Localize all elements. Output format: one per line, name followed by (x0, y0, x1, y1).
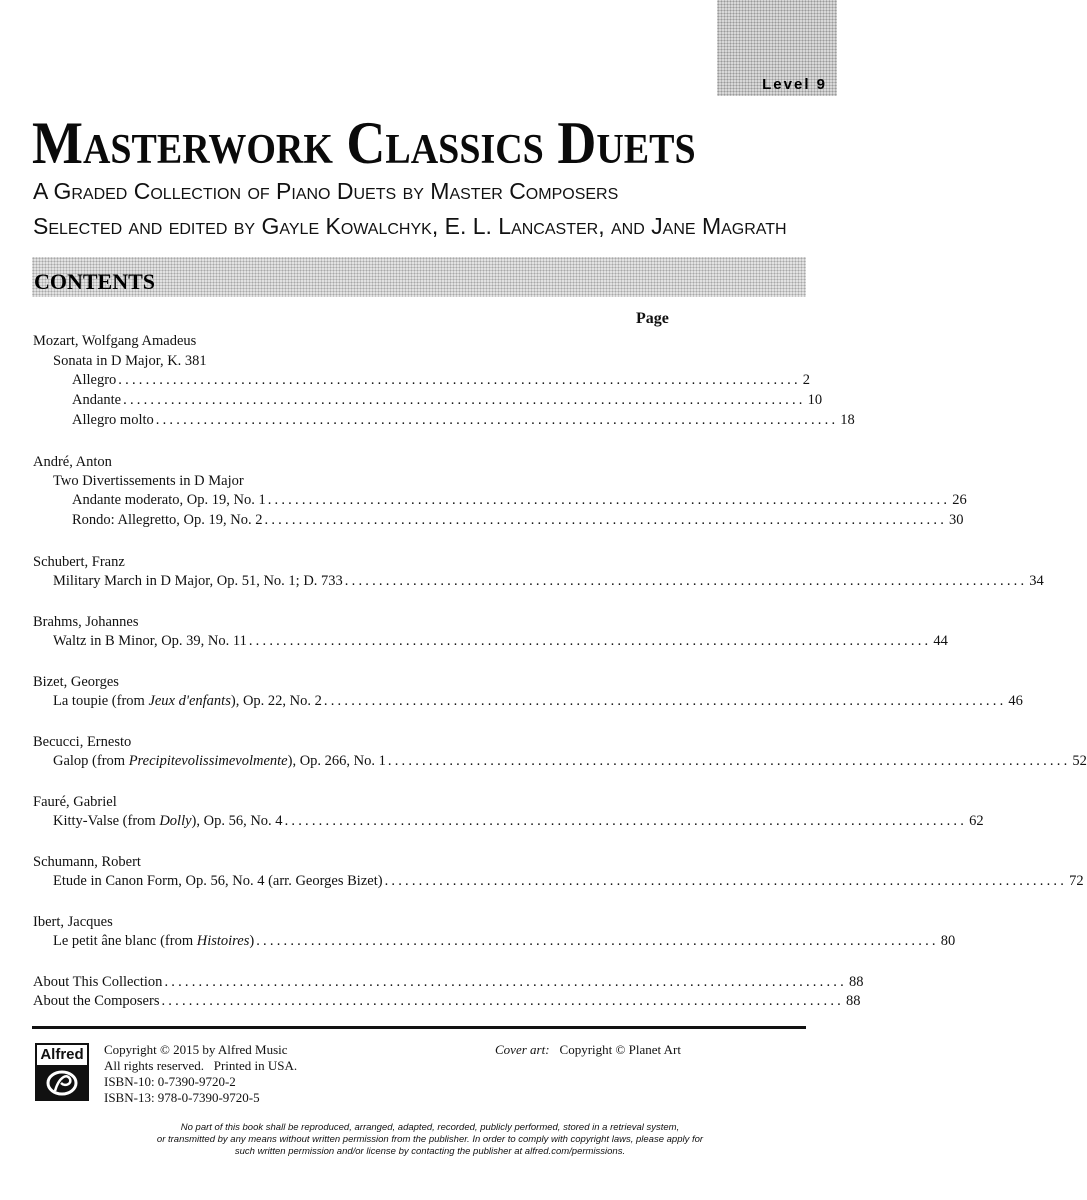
publication-info (104, 1042, 297, 1106)
isbn13-line: ISBN-13: 978-0-7390-9720-5 (104, 1090, 260, 1105)
toc-entry[interactable]: Rondo: Allegretto, Op. 19, No. 2 .................................................................................................... 30 (72, 512, 964, 528)
isbn10-line: ISBN-10: 0-7390-9720-2 (104, 1074, 236, 1089)
toc-entry[interactable]: Kitty-Valse (from Dolly), Op. 56, No. 4 .................................................................................................... 62 (53, 813, 984, 829)
copyright-line: Copyright © 2015 by Alfred Music (104, 1042, 288, 1057)
cover-art-credit (495, 1042, 681, 1058)
toc-entry[interactable]: Military March in D Major, Op. 51, No. 1; D. 733 .................................................................................................... 34 (53, 573, 1044, 589)
composer-schumann: Schumann, Robert (33, 854, 141, 870)
contents-heading: CONTENTS (34, 269, 156, 294)
footer-divider (32, 1026, 806, 1029)
alfred-logo (35, 1043, 89, 1101)
alfred-logo-mark (37, 1067, 87, 1099)
contents-header-bar (32, 257, 806, 297)
toc-entry[interactable]: Waltz in B Minor, Op. 39, No. 11 .................................................................................................... 44 (53, 633, 948, 649)
work-group-mozart: Sonata in D Major, K. 381 (53, 353, 207, 369)
cover-art-text: Copyright © Planet Art (559, 1042, 681, 1057)
composer-ibert: Ibert, Jacques (33, 914, 113, 930)
composer-mozart: Mozart, Wolfgang Amadeus (33, 333, 197, 349)
composer-faure: Fauré, Gabriel (33, 794, 117, 810)
toc-entry[interactable]: La toupie (from Jeux d'enfants), Op. 22, No. 2 .................................................................................................... 46 (53, 693, 1023, 709)
book-subtitle: A Graded Collection of Piano Duets by Master Composers (33, 178, 619, 204)
composer-bizet: Bizet, Georges (33, 674, 119, 690)
rights-line: All rights reserved. Printed in USA. (104, 1058, 298, 1073)
book-title: Masterwork Classics Duets (32, 109, 696, 177)
composer-andre: André, Anton (33, 454, 112, 470)
composer-brahms: Brahms, Johannes (33, 614, 139, 630)
editors-line: Selected and edited by Gayle Kowalchyk, E. L. Lancaster, and Jane Magrath (33, 213, 787, 239)
level-label: Level 9 (762, 76, 827, 93)
toc-entry[interactable]: Allegro molto .................................................................................................... 18 (72, 412, 855, 428)
level-tab (717, 0, 837, 96)
toc-entry-about-collection[interactable]: About This Collection .................................................................................................... 88 (33, 974, 864, 990)
composer-schubert: Schubert, Franz (33, 554, 125, 570)
page-column-label: Page (636, 310, 669, 327)
toc-entry-about-composers[interactable]: About the Composers .................................................................................................... 88 (33, 993, 861, 1009)
toc-entry[interactable]: Allegro .................................................................................................... 2 (72, 372, 811, 388)
alfred-logo-text: Alfred (37, 1045, 87, 1067)
toc-entry[interactable]: Andante .................................................................................................... 10 (72, 392, 823, 408)
toc-entry[interactable]: Andante moderato, Op. 19, No. 1 .................................................................................................... 26 (72, 492, 967, 508)
toc-entry[interactable]: Le petit âne blanc (from Histoires) .................................................................................................... 80 (53, 933, 956, 949)
composer-becucci: Becucci, Ernesto (33, 734, 132, 750)
cover-art-label: Cover art: (495, 1042, 550, 1057)
toc-entry[interactable]: Etude in Canon Form, Op. 56, No. 4 (arr. Georges Bizet) .................................................................................................... 72 (53, 873, 1084, 889)
work-group-andre: Two Divertissements in D Major (53, 473, 244, 489)
toc-entry[interactable]: Galop (from Precipitevolissimevolmente), Op. 266, No. 1 .................................................................................................... 52 (53, 753, 1087, 769)
legal-notice: No part of this book shall be reproduced, arranged, adapted, recorded, publicly performed, stored in a retrieval system, or transmitted by any means without written permission from the publisher. In order to comply with copyright laws, please apply for such written permission and/or license by contacting the publisher at alfred.com/permissions. (156, 1122, 704, 1157)
